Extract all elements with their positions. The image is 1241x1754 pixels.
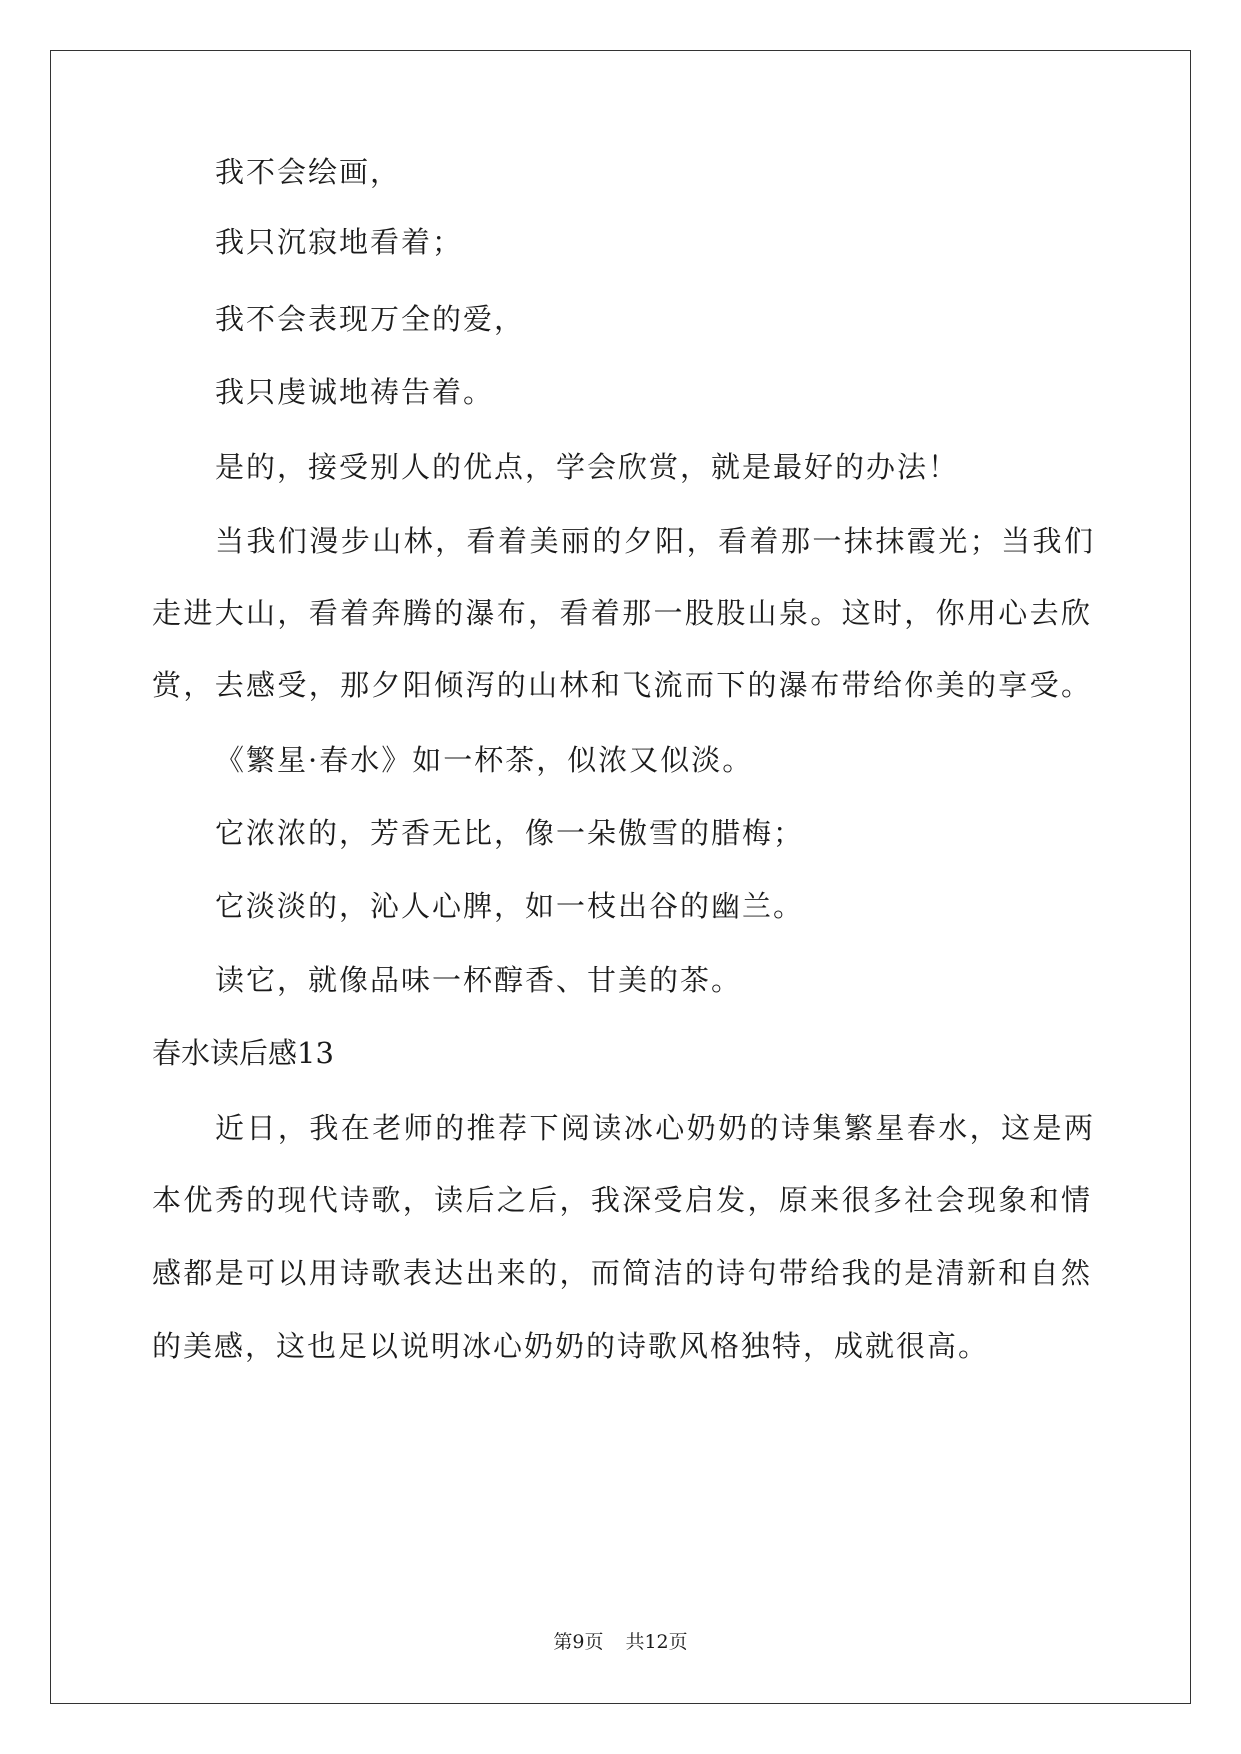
paragraph-appreciate: 是的，接受别人的优点，学会欣赏，就是最好的办法！ <box>215 450 960 484</box>
paragraph-mountain-line-3: 赏，去感受，那夕阳倾泻的山林和飞流而下的瀑布带给你美的享受。 <box>152 668 1092 702</box>
paragraph-light: 它淡淡的，沁人心脾，如一枝出谷的幽兰。 <box>215 889 805 923</box>
page-number-total: 共12页 <box>625 1631 688 1653</box>
poem-line-1: 我不会绘画， <box>215 155 402 189</box>
paragraph-mountain-line-2: 走进大山，看着奔腾的瀑布，看着那一股股山泉。这时，你用心去欣 <box>152 596 1092 630</box>
paragraph-recent-line-3: 感都是可以用诗歌表达出来的，而简洁的诗句带给我的是清新和自然 <box>152 1256 1092 1290</box>
paragraph-recent-line-4: 的美感，这也足以说明冰心奶奶的诗歌风格独特，成就很高。 <box>152 1329 990 1363</box>
paragraph-strong: 它浓浓的，芳香无比，像一朵傲雪的腊梅； <box>215 816 805 850</box>
poem-line-2: 我只沉寂地看着； <box>215 225 464 259</box>
page-number-current: 第9页 <box>553 1631 604 1653</box>
section-title: 春水读后感13 <box>152 1036 334 1070</box>
paragraph-read: 读它，就像品味一杯醇香、甘美的茶。 <box>215 963 743 997</box>
paragraph-recent-line-1: 近日，我在老师的推荐下阅读冰心奶奶的诗集繁星春水，这是两 <box>215 1111 1095 1145</box>
page-border <box>50 50 1191 1704</box>
paragraph-mountain-line-1: 当我们漫步山林，看着美丽的夕阳，看着那一抹抹霞光；当我们 <box>215 524 1095 558</box>
page-footer <box>0 1633 1241 1652</box>
poem-line-3: 我不会表现万全的爱， <box>215 302 526 336</box>
paragraph-recent-line-2: 本优秀的现代诗歌，读后之后，我深受启发，原来很多社会现象和情 <box>152 1183 1092 1217</box>
poem-line-4: 我只虔诚地祷告着。 <box>215 375 495 409</box>
paragraph-tea: 《繁星·春水》如一杯茶，似浓又似淡。 <box>215 743 754 777</box>
